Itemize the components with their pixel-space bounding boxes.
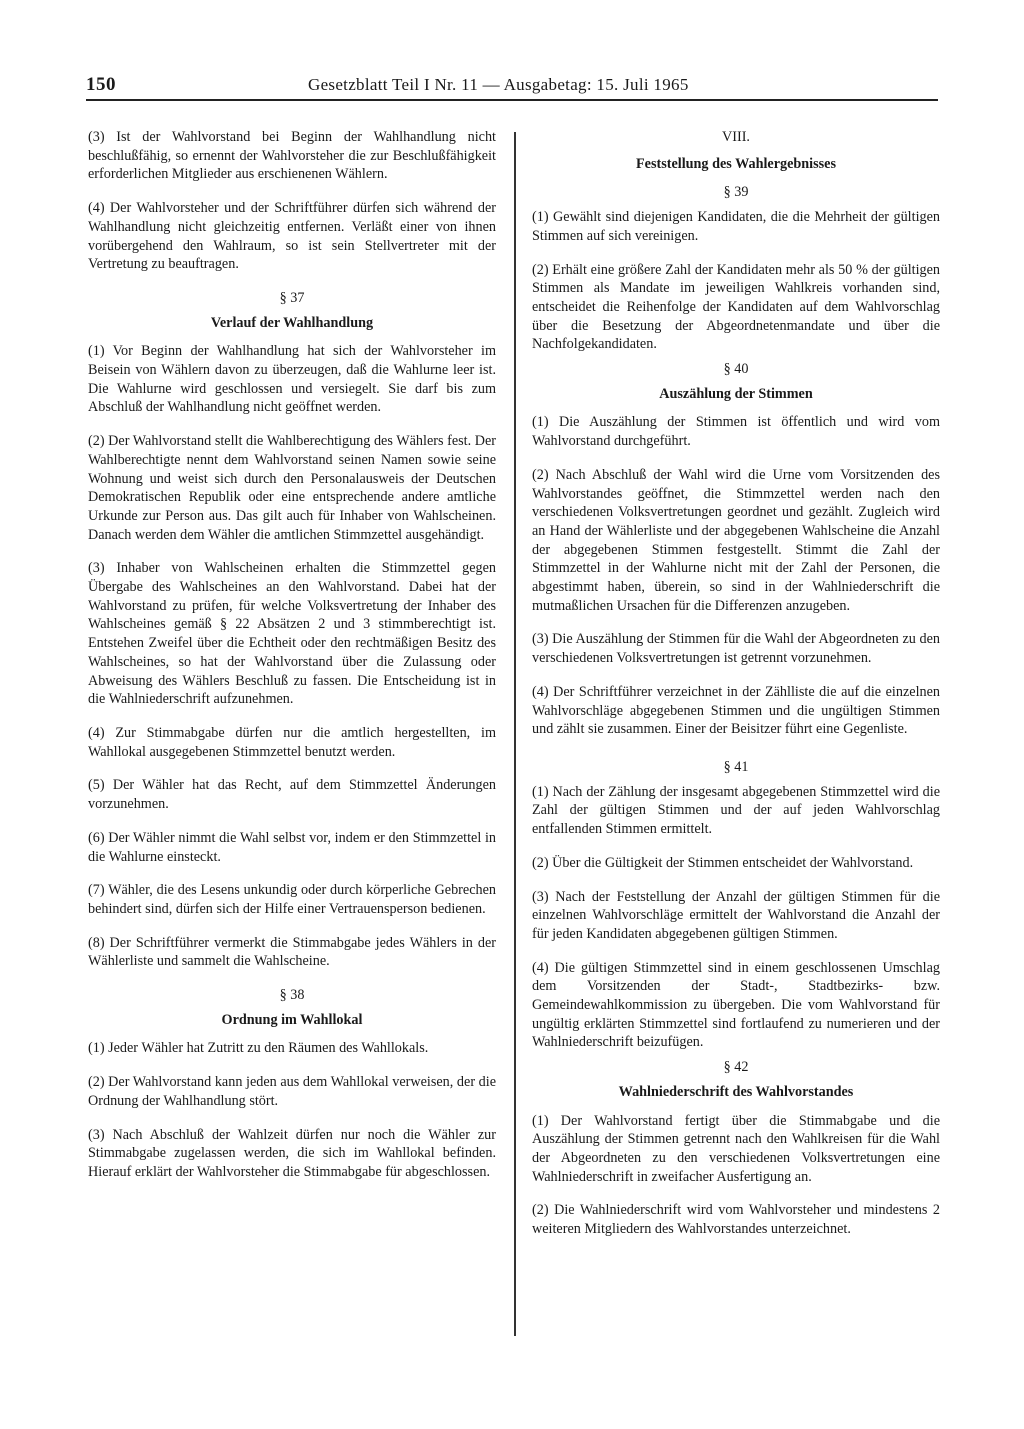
header-rule — [86, 99, 938, 101]
paragraph: (1) Gewählt sind diejenigen Kandidaten, die die Mehrheit der gültigen Stimmen auf sich vereinigen. — [532, 209, 940, 244]
paragraph: (1) Jeder Wähler hat Zutritt zu den Räumen des Wahllokals. — [88, 1040, 429, 1057]
section-title: Auszählung der Stimmen — [659, 385, 813, 402]
paragraph: (2) Nach Abschluß der Wahl wird die Urne vom Vorsitzenden des Wahlvorstandes geöffnet, die Stimmzettel werden nach den verschiedenen Volksvertretungen geordnet und gezählt. Zugleich wird an Hand der Wählerliste und der abgegebenen Wahlscheine die Anzahl der abgegebenen Stimmen festgestellt. Stimmt die Zahl der Stimmzettel in der Wahlurne nicht mit der Zahl der Personen, die abgestimmt haben, überein, so sind in der Wahlniederschrift die mutmaßlichen Ursachen für die Differenzen anzugeben. — [532, 466, 940, 614]
paragraph: (4) Zur Stimmabgabe dürfen nur die amtlich hergestellten, im Wahllokal ausgegebenen Stimmzettel benutzt werden. — [88, 724, 496, 760]
paragraph: (2) Der Wahlvorstand kann jeden aus dem Wahllokal verweisen, der die Ordnung der Wahlhandlung stört. — [88, 1074, 496, 1109]
paragraph: (2) Der Wahlvorstand stellt die Wahlberechtigung des Wählers fest. Der Wahlberechtigte nennt dem Wahlvorstand seinen Namen sowie seine Wohnung und weist sich durch den Personalausweis der Deutschen Demokratischen Republik oder eine entsprechende andere amtliche Urkunde zur Person aus. Das gilt auch für Inhaber von Wahlscheinen. Danach werden dem Wähler die amtlichen Stimmzettel ausgehändigt. — [88, 433, 496, 543]
paragraph: (4) Der Wahlvorsteher und der Schriftführer dürfen sich während der Wahlhandlung nicht gleichzeitig entfernen. Verläßt einer von ihnen vorübergehend den Wahlraum, so ist sein Stellvertreter mit der Vertretung zu beauftragen. — [88, 200, 496, 273]
section-number: § 42 — [723, 1059, 749, 1076]
paragraph: (3) Inhaber von Wahlscheinen erhalten die Stimmzettel gegen Übergabe des Wahlscheines an den Wahlvorstand. Dabei hat der Wahlvorstand zu prüfen, für welche Volksvertretung der Inhaber des Wahlscheines gemäß § 22 Absätzen 2 und 3 stimmberechtigt ist. Entstehen Zweifel über die Echtheit oder den rechtmäßigen Besitz des Wahlscheines, so hat der Wahlvorstand über die Zulassung oder Abweisung des Wählers Beschluß zu fassen. Die Entscheidung ist in die Wahlniederschrift aufzunehmen. — [88, 560, 496, 708]
right-column — [532, 128, 940, 1254]
section-title: Ordnung im Wahllokal — [221, 1011, 363, 1028]
section-title: Wahlniederschrift des Wahlvorstandes — [618, 1083, 854, 1100]
section-number: § 37 — [279, 289, 305, 306]
paragraph: (3) Die Auszählung der Stimmen für die Wahl der Abgeordneten zu den verschiedenen Volksvertretungen ist getrennt vorzunehmen. — [532, 631, 940, 667]
gazette-title: Gesetzblatt Teil I Nr. 11 — Ausgabetag: 15. Juli 1965 — [308, 75, 689, 94]
paragraph: (6) Der Wähler nimmt die Wahl selbst vor, indem er den Stimmzettel in die Wahlurne einsteckt. — [88, 829, 496, 865]
section-number: § 40 — [723, 361, 749, 378]
paragraph: (7) Wähler, die des Lesens unkundig oder durch körperliche Gebrechen behindert sind, dürfen sich der Hilfe einer Vertrauensperson bedienen. — [88, 882, 496, 917]
section-title: Verlauf der Wahlhandlung — [210, 314, 374, 331]
paragraph: (5) Der Wähler hat das Recht, auf dem Stimmzettel Änderungen vorzunehmen. — [88, 777, 496, 813]
chapter-number: VIII. — [722, 129, 750, 145]
column-divider — [514, 132, 516, 1336]
paragraph: (1) Der Wahlvorstand fertigt über die Stimmabgabe und die Auszählung der Stimmen getrennt nach den Wahlkreisen für die Wahl der Abgeordneten zu den verschiedenen Volksvertretungen eine Wahlniederschrift in zweifacher Ausfertigung an. — [532, 1112, 940, 1185]
paragraph: (2) Über die Gültigkeit der Stimmen entscheidet der Wahlvorstand. — [532, 854, 914, 871]
paragraph: (3) Nach Abschluß der Wahlzeit dürfen nur noch die Wähler zur Stimmabgabe zugelassen werden, die sich im Wahllokal befinden. Hierauf erklärt der Wahlvorsteher die Stimmabgabe für abgeschlossen. — [88, 1126, 496, 1180]
paragraph: (1) Nach der Zählung der insgesamt abgegebenen Stimmzettel wird die Zahl der gültigen Stimmen und der auf jeden Wahlvorschlag entfallenden Stimmen ermittelt. — [532, 783, 940, 838]
paragraph: (2) Erhält eine größere Zahl der Kandidaten mehr als 50 % der gültigen Stimmen als Mandate im jeweiligen Wahlkreis vorhanden sind, entscheidet die Reihenfolge der Kandidaten auf dem Wahlvorschlag über die Besetzung der Abgeordnetenmandate und über die Nachfolgekandidaten. — [532, 261, 940, 353]
paragraph: (2) Die Wahlniederschrift wird vom Wahlvorsteher und mindestens 2 weiteren Mitgliedern des Wahlvorstandes unterzeichnet. — [532, 1202, 940, 1238]
paragraph: (1) Vor Beginn der Wahlhandlung hat sich der Wahlvorsteher im Beisein von Wählern davon zu überzeugen, daß die Wahlurne leer ist. Die Wahlurne wird geschlossen und versiegelt. Sie darf bis zum Abschluß der Wahlhandlung nicht geöffnet werden. — [88, 343, 496, 416]
paragraph: (4) Der Schriftführer verzeichnet in der Zählliste die auf die einzelnen Wahlvorschläge abgegebenen Stimmen und die ungültigen Stimmen und zählt sie zusammen. Einer der Beisitzer führt eine Gegenliste. — [532, 683, 940, 738]
paragraph: (3) Ist der Wahlvorstand bei Beginn der Wahlhandlung nicht beschlußfähig, so ernennt der Wahlvorsteher die zur Beschlußfähigkeit erforderlichen Mitglieder aus erschienenen Wählern. — [88, 129, 496, 183]
left-column — [88, 128, 496, 1197]
paragraph: (4) Die gültigen Stimmzettel sind in einem geschlossenen Umschlag dem Vorsitzenden der Stadt-, Stadtbezirks- bzw. Gemeindewahlkommission zu übergeben. Die vom Wahlvorstand für ungültig erklärten Stimmzettel sind fortlaufend zu numerieren und der Wahlniederschrift beizufügen. — [532, 959, 940, 1051]
page-number: 150 — [86, 74, 116, 95]
paragraph: (3) Nach der Feststellung der Anzahl der gültigen Stimmen für die einzelnen Wahlvorschläge ermittelt der Wahlvorstand die Anzahl der für jeden Kandidaten abgegebenen gültigen Stimmen. — [532, 888, 940, 942]
paragraph: (8) Der Schriftführer vermerkt die Stimmabgabe jedes Wählers in der Wählerliste und sammelt die Wahlscheine. — [88, 934, 496, 970]
section-number: § 38 — [279, 987, 305, 1004]
section-number: § 41 — [723, 758, 749, 775]
paragraph: (1) Die Auszählung der Stimmen ist öffentlich und wird vom Wahlvorstand durchgeführt. — [532, 414, 940, 450]
chapter-title: Feststellung des Wahlergebnisses — [636, 155, 836, 172]
section-number: § 39 — [723, 184, 749, 201]
